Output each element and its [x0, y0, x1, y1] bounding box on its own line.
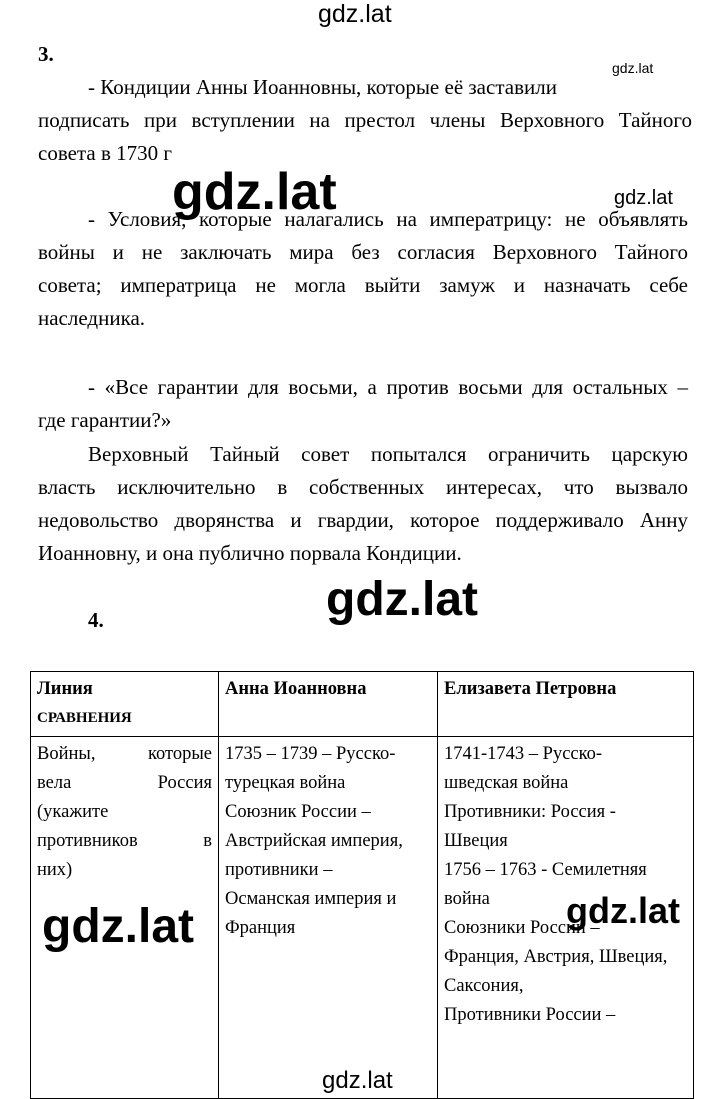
section-3-line: совета в 1730 г: [38, 141, 172, 165]
watermark-large: gdz.lat: [326, 573, 478, 626]
cell-line: противников в: [37, 831, 212, 851]
header-line-label: Линия: [37, 679, 93, 699]
cell-line: Швеция: [444, 831, 508, 851]
cell-line: Австрийская империя,: [225, 831, 403, 851]
cell-line: противники –: [225, 860, 333, 880]
cell-line: (укажите: [37, 802, 109, 822]
cell-line: шведская война: [444, 773, 569, 793]
cell-line: 1735 – 1739 – Русско-: [225, 744, 396, 764]
section-3-line: Иоанновну, и она публично порвала Кондиции.: [38, 541, 462, 565]
watermark-mid: gdz.lat: [614, 187, 673, 209]
watermark-large: gdz.lat: [42, 900, 194, 953]
section-3-line: - «Все гарантии для восьми, а против восьми для остальных –: [88, 375, 688, 399]
section-3-line: наследника.: [38, 306, 146, 330]
cell-line: Союзник России –: [225, 802, 371, 822]
cell-line: Противники России –: [444, 1005, 616, 1025]
section-3-line: - Условия, которые налагались на императрицу: не объявлять: [88, 207, 688, 231]
cell-line: Франция, Австрия, Швеция,: [444, 947, 668, 967]
comparison-table: [30, 671, 694, 1099]
header-anna-label: Анна Иоанновна: [225, 679, 367, 699]
table-header-row: [31, 672, 694, 737]
cell-line: турецкая война: [225, 773, 346, 793]
cell-line: 1756 – 1763 - Семилетняя: [444, 860, 647, 880]
header-cell-elizaveta: [438, 672, 694, 737]
watermark-large: gdz.lat: [566, 890, 680, 931]
header-cell-anna: [219, 672, 438, 737]
section-3-line: недовольство дворянства и гвардии, которое поддерживало Анну: [38, 508, 688, 532]
cell-line: Саксония,: [444, 976, 524, 996]
section-3-line: власть исключительно в собственных интересах, что вызвало: [38, 475, 688, 499]
header-comparison-label: СРАВНЕНИЯ: [37, 710, 132, 726]
section-3-line: где гарантии?»: [38, 408, 172, 432]
header-cell-comparison-line: [31, 672, 219, 737]
section-3-line: совета; императрица не могла выйти замуж и назначать себе: [38, 273, 688, 297]
cell-line: Противники: Россия -: [444, 802, 616, 822]
section-3-line: подписать при вступлении на престол члены Верховного Тайного: [38, 108, 692, 132]
cell-line: 1741-1743 – Русско-: [444, 744, 603, 764]
cell-line: Союзники России –: [444, 918, 600, 938]
row-cell-anna-wars: [219, 737, 438, 1099]
watermark-top: gdz.lat: [318, 0, 392, 28]
section-4-number: 4.: [88, 608, 104, 632]
watermark-small: gdz.lat: [612, 60, 654, 76]
cell-line: Франция: [225, 918, 296, 938]
cell-line: вела Россия: [37, 773, 212, 793]
section-3-line: - Кондиции Анны Иоанновны, которые её заставили: [88, 75, 557, 99]
section-3-line: Верховный Тайный совет попытался ограничить царскую: [88, 442, 688, 466]
watermark-bottom: gdz.lat: [322, 1067, 393, 1094]
header-elizaveta-label: Елизавета Петровна: [444, 679, 617, 699]
watermark-large: gdz.lat: [172, 163, 337, 221]
cell-line: них): [37, 860, 73, 880]
section-3-line: войны и не заключать мира без согласия Верховного Тайного: [38, 240, 688, 264]
cell-line: война: [444, 889, 490, 909]
cell-line: Войны, которые: [37, 744, 212, 764]
cell-line: Османская империя и: [225, 889, 397, 909]
section-3-number: 3.: [38, 42, 54, 66]
